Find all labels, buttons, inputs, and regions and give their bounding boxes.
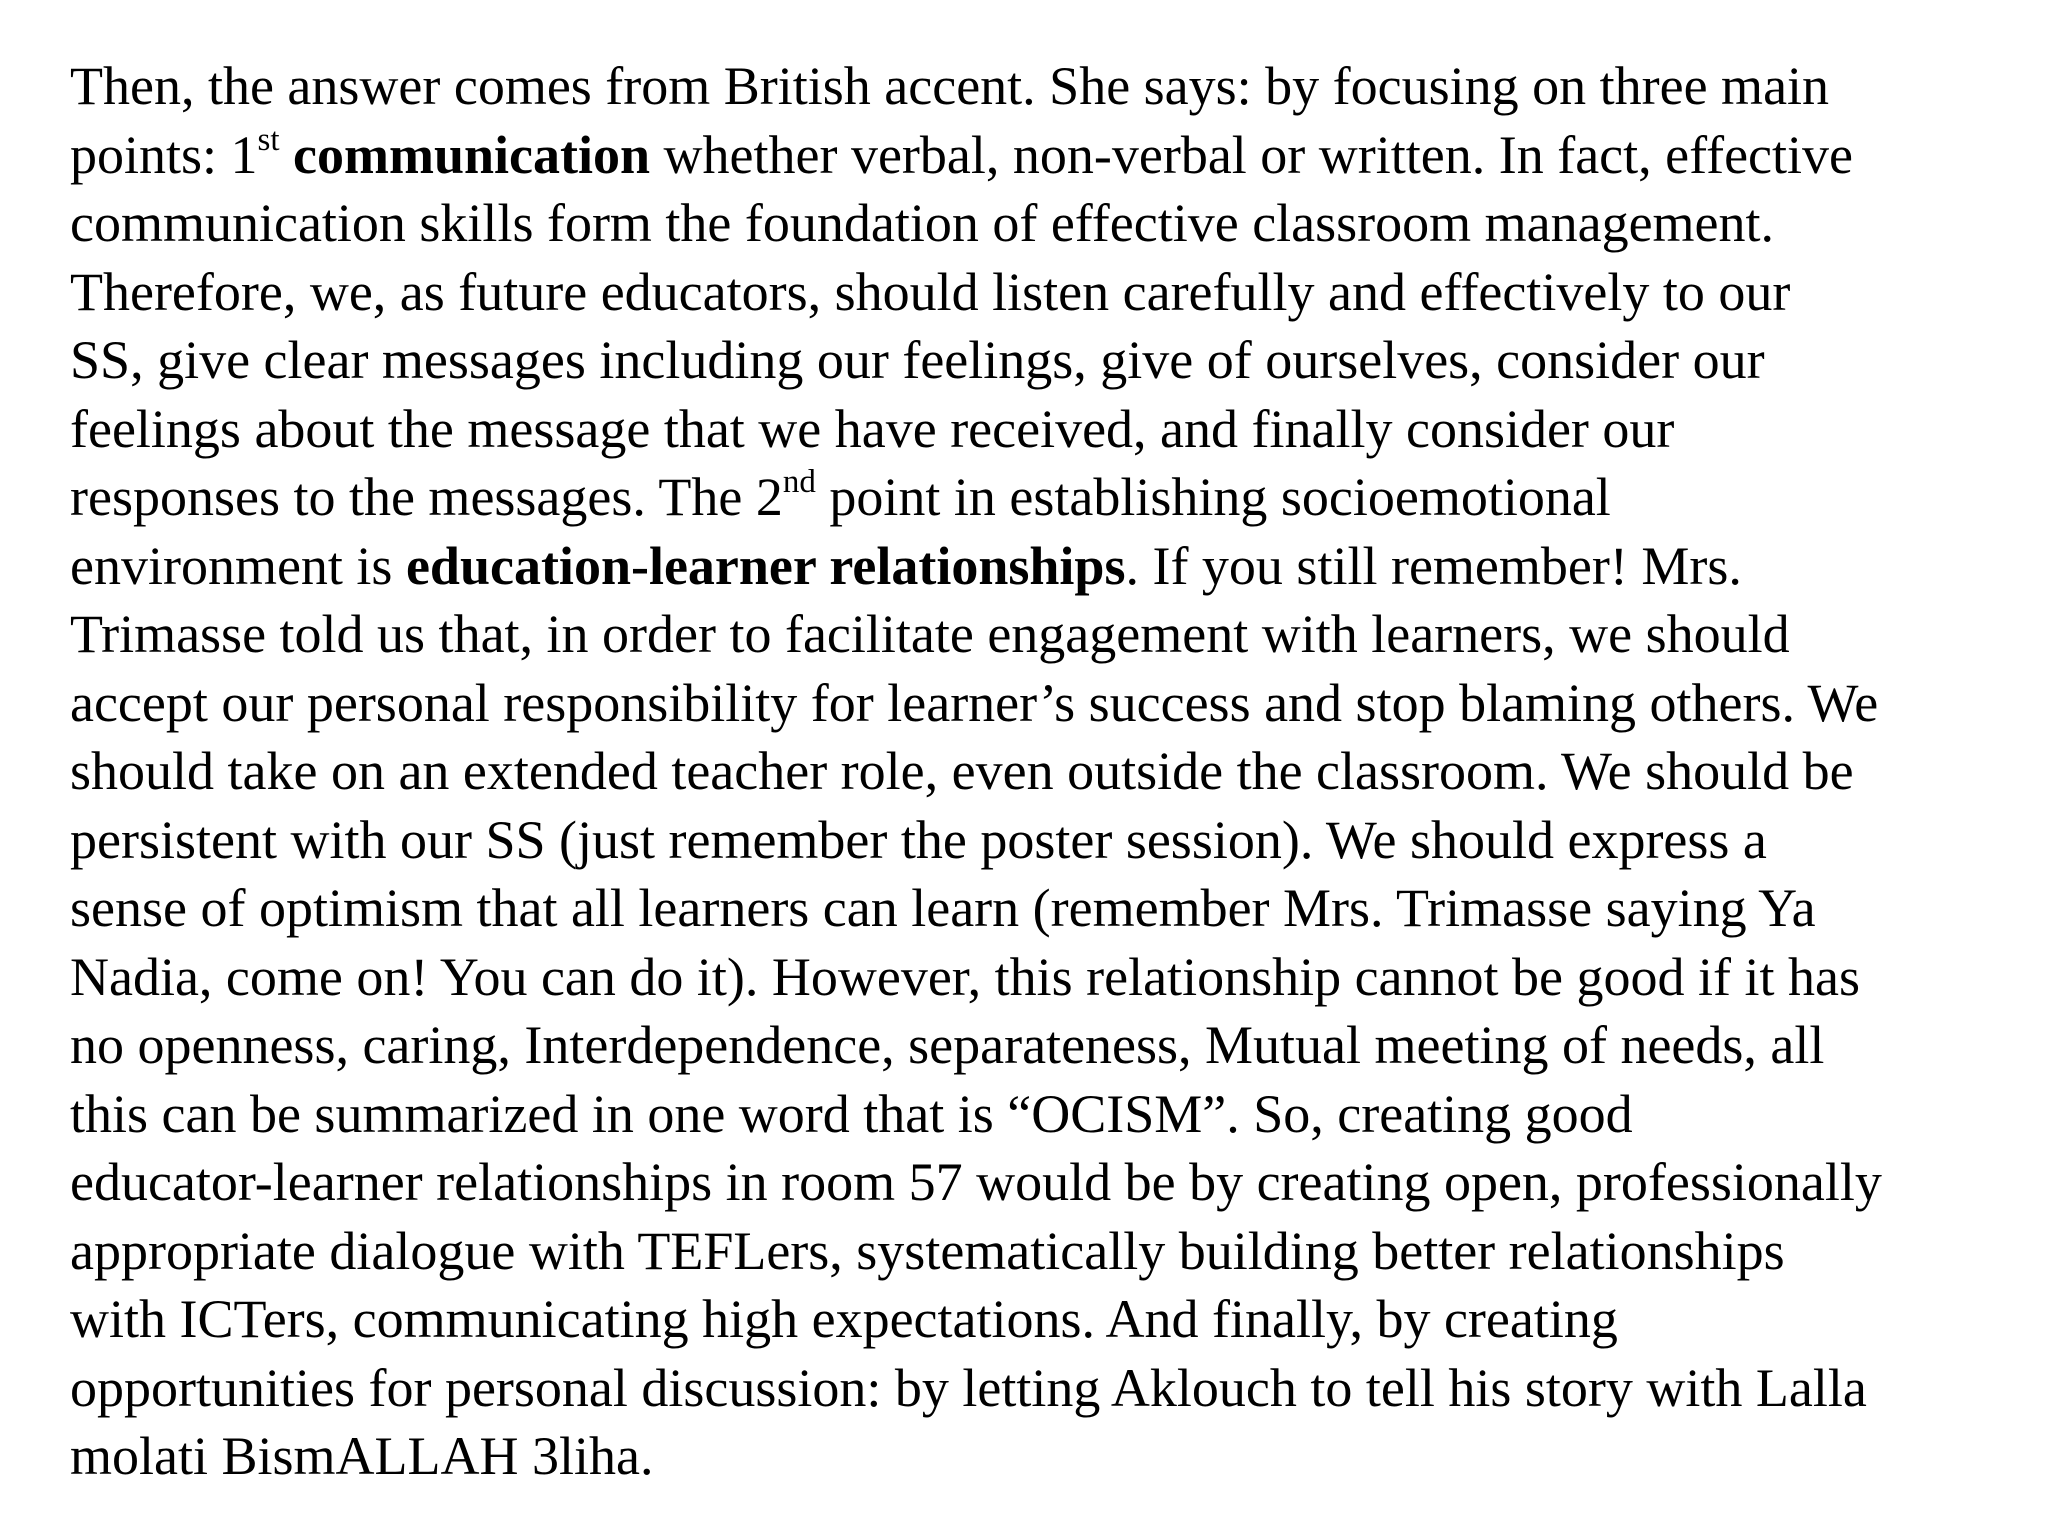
text-line: environment is education-learner relationships. If you still remember! Mrs. [70,535,1742,596]
ordinal-suffix: st [257,121,280,158]
ordinal-suffix: nd [782,464,816,500]
text-line: educator-learner relationships in room 57 would be by creating open, professionally [70,1152,1882,1212]
text-line: with ICTers, communicating high expectations. And finally, by creating [70,1289,1618,1349]
bold-term: education-learner relationships [405,535,1126,596]
text-line: persistent with our SS (just remember the poster session). We should express a [70,809,1767,870]
text-line: feelings about the message that we have received, and finally consider our [70,398,1675,459]
text-line: sense of optimism that all learners can learn (remember Mrs. Trimasse saying Ya [70,878,1816,938]
text-line: communication skills form the foundation of effective classroom management. [70,193,1775,253]
text-line: Then, the answer comes from British accent. She says: by focusing on three main [70,56,1830,116]
text-line: should take on an extended teacher role, even outside the classroom. We should be [70,741,1854,801]
text-line: no openness, caring, Interdependence, separateness, Mutual meeting of needs, all [70,1015,1825,1075]
text-line: SS, give clear messages including our feelings, give of ourselves, consider our [70,330,1765,390]
document-body [70,52,2010,1491]
bold-term: communication [293,124,651,185]
text-line: opportunities for personal discussion: by letting Aklouch to tell his story with Lalla [70,1357,1867,1418]
text-line: Therefore, we, as future educators, should listen carefully and effectively to our [70,261,1791,322]
text-line: accept our personal responsibility for learner’s success and stop blaming others. We [70,672,1879,733]
text-line: Nadia, come on! You can do it). However, this relationship cannot be good if it has [70,946,1860,1007]
text-line: this can be summarized in one word that is “OCISM”. So, creating good [70,1083,1633,1144]
text-line: appropriate dialogue with TEFLers, systematically building better relationships [70,1220,1785,1281]
text-line: responses to the messages. The 2nd point in establishing socioemotional [70,464,1611,527]
text-line: molati BismALLAH 3liha. [70,1426,654,1486]
text-line: points: 1st communication whether verbal, non-verbal or written. In fact, effective [70,121,1853,185]
text-line: Trimasse told us that, in order to facilitate engagement with learners, we should [70,604,1790,664]
